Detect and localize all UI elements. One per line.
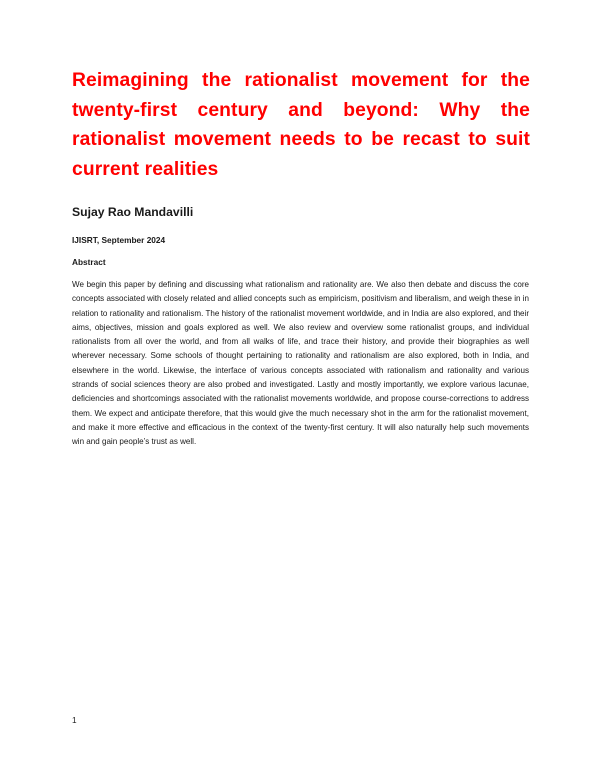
author-name: Sujay Rao Mandavilli bbox=[72, 205, 194, 219]
page-number: 1 bbox=[72, 715, 77, 725]
abstract-body: We begin this paper by defining and discussing what rationalism and rationality are. We also then debate and discuss the core concepts associated with closely related and allied concepts such as empiricism, positivism and liberalism, and weigh these in in relation to rationality and rationalism. The history of the rationalist movement worldwide, and in India are also explored, and their aims, objectives, mission and goals explored as well. We also review and overview some rationalist groups, and individual rationalists from all over the world, and from all walks of life, and trace their history, and provide their biographies as well wherever necessary. Some schools of thought pertaining to rationality and rationalism are also explored, both in India, and elsewhere in the world. Likewise, the interface of various concepts associated with rationalism and rationality and various strands of social sciences theory are also probed and investigated. Lastly and mostly importantly, we explore various lacunae, deficiencies and shortcomings associated with the rationalist movements worldwide, and propose course-corrections to address them. We expect and anticipate therefore, that this would give the much necessary shot in the arm for the rationalist movement, and make it more effective and efficacious in the context of the twenty-first century. It will also naturally help such movements win and gain people’s trust as well. bbox=[72, 280, 529, 447]
publication-venue: IJISRT, September 2024 bbox=[72, 235, 166, 245]
abstract-heading: Abstract bbox=[72, 257, 106, 267]
paper-title: Reimagining the rationalist movement for the twenty-first century and beyond: Why the rationalist movement needs to be recast to suit current realities bbox=[72, 70, 530, 180]
